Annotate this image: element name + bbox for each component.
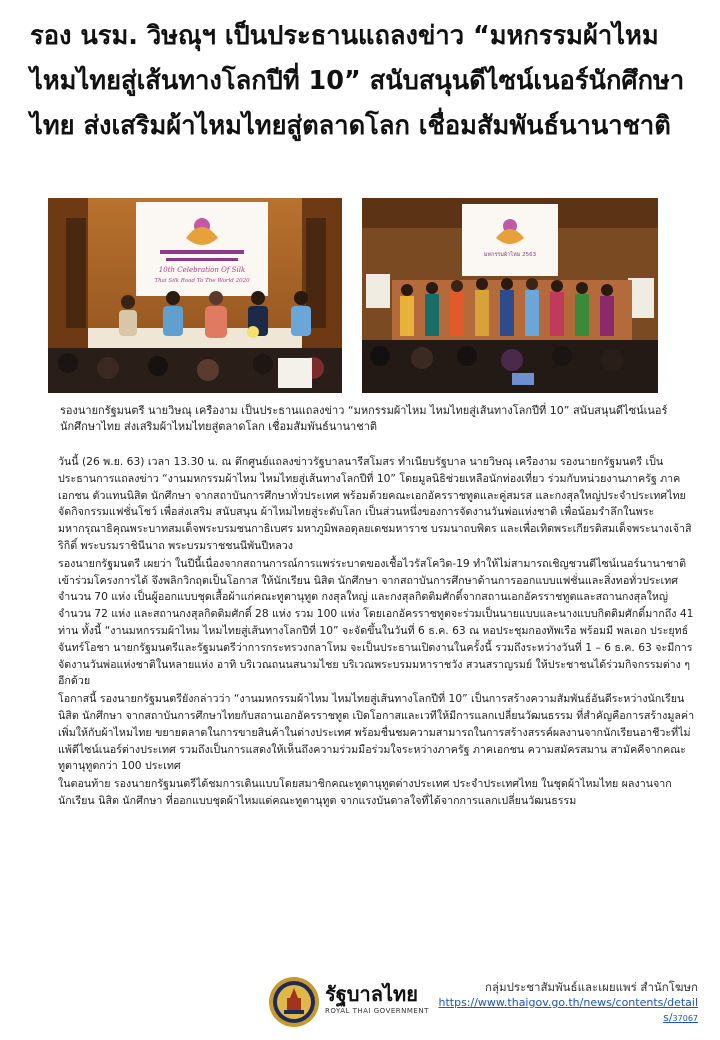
banner-text-en2: Thai Silk Road To The World 2020	[154, 278, 250, 284]
press-conference-photo	[48, 198, 342, 393]
group-photo	[362, 198, 658, 393]
source-link[interactable]	[438, 995, 698, 1026]
banner-text-right: มหกรรมผ้าไหม 2563	[483, 252, 537, 258]
photo-caption: รองนายกรัฐมนตรี นายวิษณุ เครืองาม เป็นประธานแถลงข่าว “มหกรรมผ้าไหม ไหมไทยสู่เส้นทางโลกปีที่ 10” สนับสนุนดีไซน์เนอร์นักศึกษาไทย ส่งเสริมผ้าไหมไทยสู่ตลาดโลก เชื่อมสัมพันธ์นานาชาติ	[60, 404, 668, 433]
brand-name-thai: รัฐบาลไทย	[325, 982, 418, 1006]
government-seal-logo	[268, 976, 320, 1028]
paragraph-1: วันนี้ (26 พ.ย. 63) เวลา 13.30 น. ณ ตึกศูนย์แถลงข่าวรัฐบาลนารีสโมสร ทำเนียบรัฐบาล นายวิษณุ เครืองาม รองนายกรัฐมนตรี เป็นประธานการแถลงข่าว “งานมหกรรมผ้าไหม ไหมไทยสู่เส้นทางโลกปีที่ 10” โดยมูลนิธิช่วยเหลือนักท่องเที่ยว ร่วมกับหน่วยงานภาครัฐ ภาคเอกชน ตัวแทนนิสิต นักศึกษา จากสถาบันการศึกษาทั่วประเทศ พร้อมด้วยคณะเอกอัครราชทูตและคู่สมรส และกงสุลใหญ่ประจำประเทศไทย จัดกิจกรรมแฟชั่นโชว์ เพื่อส่งเสริม สนับสนุน ผ้าไหมไทยสู่ระดับโลก เป็นส่วนหนึ่งของการจัดงานวันพ่อแห่งชาติ เพื่อน้อมรำลึกในพระมหากรุณาธิคุณพระบาทสมเด็จพระบรมชนกาธิเบศร มหาภูมิพลอดุลยเดชมหาราช บรมนาถบพิตร และเพื่อเทิดพระเกียรติสมเด็จพระนางเจ้าสิริกิติ์ พระบรมราชินีนาถ พระบรมราชชนนีพันปีหลวง	[58, 455, 692, 552]
paragraph-3: โอกาสนี้ รองนายกรัฐมนตรียังกล่าวว่า “งานมหกรรมผ้าไหม ไหมไทยสู่เส้นทางโลกปีที่ 10” เป็นการสร้างความสัมพันธ์อันดีระหว่างนักเรียน นิสิต นักศึกษา จากสถาบันการศึกษาไทยกับสถานเอกอัครราชทูต เปิดโอกาสและเวทีให้มีการแลกเปลี่ยนวัฒนธรรม ที่สำคัญคือการสร้างมูลค่าเพิ่มให้กับผ้าไหมไทย ขยายตลาดในการขายสินค้าในต่างประเทศ พร้อมชื่นชมความสามารถในการสร้างสรรค์ผลงานจากนักเรียนอาชีวะที่ไม่แพ้ดีไซน์เนอร์ต่างประเทศ รวมถึงเป็นการแสดงให้เห็นถึงความร่วมมือร่วมใจระหว่างภาครัฐ ภาคเอกชน ความสมัครสมาน สามัคคีจากคณะทูตานุทูตกว่า 100 ประเทศ	[58, 692, 695, 773]
headline: รอง นรม. วิษณุฯ เป็นประธานแถลงข่าว “มหกรรมผ้าไหม ไหมไทยสู่เส้นทางโลกปีที่ 10” สนับสนุนดีไซน์เนอร์นักศึกษาไทย ส่งเสริมผ้าไหมไทยสู่ตลาดโลก เชื่อมสัมพันธ์นานาชาติ	[30, 21, 685, 141]
banner-text-en: 10th Celebration Of Silk	[158, 266, 246, 274]
source-link-url[interactable]: https://www.thaigov.go.th/news/contents/details/	[438, 996, 698, 1024]
paragraph-4: ในตอนท้าย รองนายกรัฐมนตรีได้ชมการเดินแบบโดยสมาชิกคณะทูตานุทูตต่างประเทศ ประจำประเทศไทย ในชุดผ้าไหมไทย ผลงานจากนักเรียน นิสิต นักศึกษา ที่ออกแบบชุดผ้าไหมแด่คณะทูตานุทูต จากแรงบันดาลใจที่ได้จากการแลกเปลี่ยนวัฒนธรรม	[58, 777, 672, 807]
source-link-id[interactable]: 37067	[672, 1014, 698, 1023]
brand-name-english: ROYAL THAI GOVERNMENT	[325, 1007, 429, 1015]
paragraph-2: รองนายกรัฐมนตรี เผยว่า ในปีนี้เนื่องจากสถานการณ์การแพร่ระบาดของเชื้อไวรัสโควิด-19 ทำให้ไม่สามารถเชิญชวนดีไซน์เนอร์นานาชาติเข้าร่วมโครงการได้ จึงพลิกวิกฤตเป็นโอกาส ให้นักเรียน นิสิต นักศึกษา จากสถาบันการศึกษาด้านการออกแบบแฟชั่นและสิ่งทอทั่วประเทศ จำนวน 70 แห่ง เป็นผู้ออกแบบชุดเสื้อผ้าแก่คณะทูตานุทูต กงสุลใหญ่ และกงสุลกิตติมศักดิ์จากสถานเอกอัครราชทูตและสถานกงสุลใหญ่ จำนวน 72 แห่ง และสถานกงสุลกิตติมศักดิ์ 28 แห่ง รวม 100 แห่ง โดยเอกอัครราชทูตจะร่วมเป็นนายแบบและนางแบบกิตติมศักดิ์มากถึง 41 ท่าน ทั้งนี้ “งานมหกรรมผ้าไหม ไหมไทยสู่เส้นทางโลกปีที่ 10” จะจัดขึ้นในวันที่ 6 ธ.ค. 63 ณ หอประชุมกองทัพเรือ พร้อมมี พลเอก ประยุทธ์ จันทร์โอชา นายกรัฐมนตรีและรัฐมนตรีว่าการกระทรวงกลาโหม จะเป็นประธานเปิดงานในครั้งนี้ รวมถึงระหว่างวันที่ 1 – 6 ธ.ค. 63 จะมีการจัดงานวันพ่อแห่งชาติในหลายแห่ง อาทิ บริเวณถนนสนามไชย บริเวณพระบรมมหาราชวัง สวนสราญรมย์ ให้ประชาชนได้ร่วมกิจกรรมต่าง ๆ อีกด้วย	[58, 556, 694, 688]
footer-brand	[325, 982, 429, 1015]
footer-organization: กลุ่มประชาสัมพันธ์และเผยแพร่ สำนักโฆษก	[485, 980, 698, 994]
article-body	[58, 454, 698, 810]
